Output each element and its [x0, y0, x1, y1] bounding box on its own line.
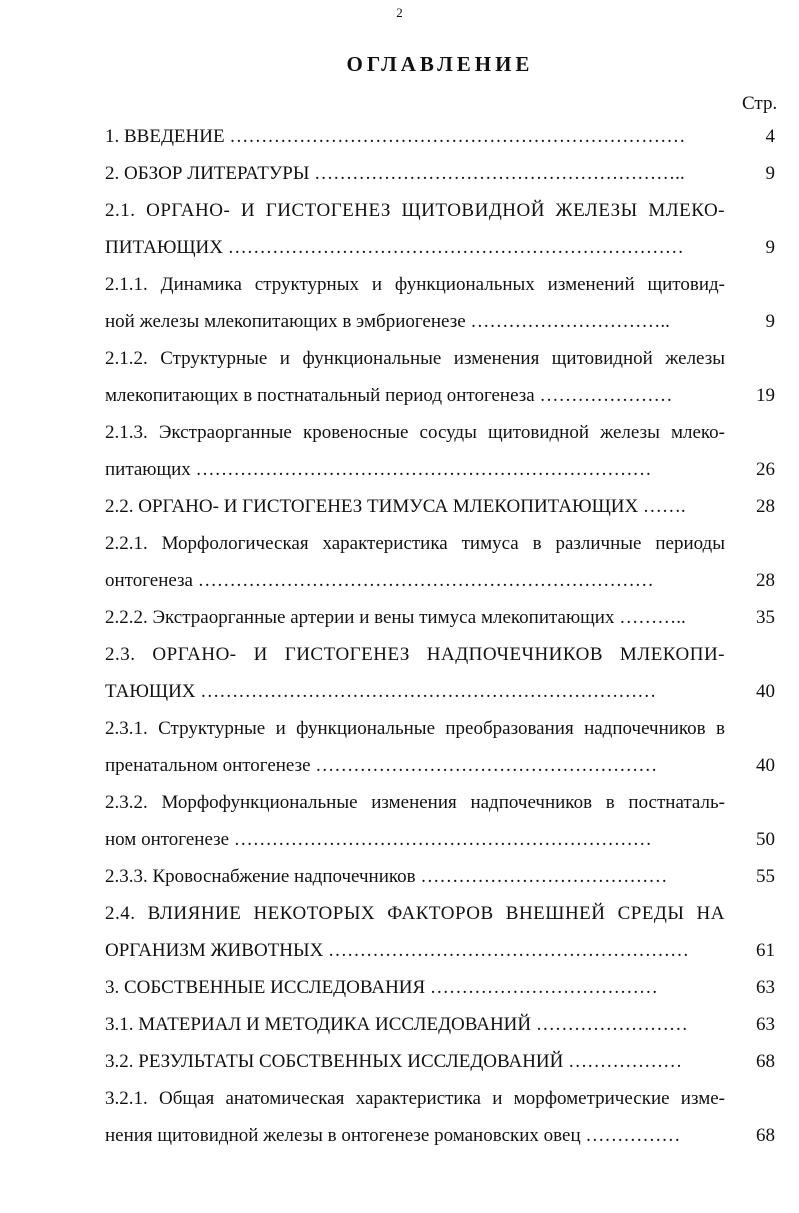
toc-entry	[105, 414, 775, 488]
toc-entry-text: 2. ОБЗОР ЛИТЕРАТУРЫ …………………………………………………..	[105, 163, 685, 184]
toc-page-number: 9	[765, 311, 775, 332]
toc-entry-text: 2.3. ОРГАНО- И ГИСТОГЕНЕЗ НАДПОЧЕЧНИКОВ МЛЕКОПИ-	[105, 644, 725, 665]
toc-entry-text: 2.1. ОРГАНО- И ГИСТОГЕНЕЗ ЩИТОВИДНОЙ ЖЕЛЕЗЫ МЛЕКО-	[105, 200, 725, 221]
toc-entry	[105, 784, 775, 858]
toc-entry	[105, 525, 775, 599]
toc-page-number: 50	[756, 829, 775, 850]
toc-page-number: 19	[756, 385, 775, 406]
toc-entry-text: ТАЮЩИХ ………………………………………………………………	[105, 681, 657, 702]
toc-entry-text: пренатальном онтогенезе ………………………………………………	[105, 755, 658, 776]
toc-entry	[105, 192, 775, 266]
toc-page-number: 26	[756, 459, 775, 480]
toc-entry	[105, 1006, 775, 1043]
toc-entry	[105, 895, 775, 969]
toc-entry-text: 2.2.2. Экстраорганные артерии и вены тимуса млекопитающих ………..	[105, 607, 686, 628]
toc-page-number: 61	[756, 940, 775, 961]
toc-entry	[105, 340, 775, 414]
toc-entry-text: 2.4. ВЛИЯНИЕ НЕКОТОРЫХ ФАКТОРОВ ВНЕШНЕЙ СРЕДЫ НА	[105, 903, 725, 924]
toc-entry	[105, 266, 775, 340]
toc-entry-text: 2.1.3. Экстраорганные кровеносные сосуды щитовидной железы млеко-	[105, 422, 725, 443]
toc-page-number: 63	[756, 977, 775, 998]
toc-entry-text: нения щитовидной железы в онтогенезе романовских овец ……………	[105, 1125, 681, 1146]
toc-entry-text: 2.2.1. Морфологическая характеристика тимуса в различные периоды	[105, 533, 725, 554]
table-of-contents	[105, 118, 775, 1154]
toc-entry-text: 3.2.1. Общая анатомическая характеристика и морфометрические изме-	[105, 1088, 725, 1109]
toc-entry-text: 2.3.3. Кровоснабжение надпочечников …………………………………	[105, 866, 668, 887]
toc-entry-text: 2.1.1. Динамика структурных и функциональных изменений щитовид-	[105, 274, 725, 295]
toc-entry-text: ОРГАНИЗМ ЖИВОТНЫХ …………………………………………………	[105, 940, 690, 961]
toc-entry-text: ном онтогенезе …………………………………………………………	[105, 829, 652, 850]
toc-entry-text: 2.2. ОРГАНО- И ГИСТОГЕНЕЗ ТИМУСА МЛЕКОПИТАЮЩИХ …….	[105, 496, 686, 517]
toc-page-number: 35	[756, 607, 775, 628]
toc-entry	[105, 710, 775, 784]
page-number: 2	[396, 5, 403, 20]
toc-page-number: 9	[765, 163, 775, 184]
toc-entry-text: ной железы млекопитающих в эмбриогенезе …………………………..	[105, 311, 670, 332]
toc-entry	[105, 488, 775, 525]
toc-entry-text: 2.3.2. Морфофункциональные изменения надпочечников в постнаталь-	[105, 792, 725, 813]
toc-page-number: 4	[765, 126, 775, 147]
toc-page-number: 28	[756, 570, 775, 591]
toc-entry	[105, 969, 775, 1006]
toc-page-number: 9	[765, 237, 775, 258]
toc-entry	[105, 1043, 775, 1080]
toc-entry-text: 3. СОБСТВЕННЫЕ ИССЛЕДОВАНИЯ ………………………………	[105, 977, 658, 998]
toc-entry-text: онтогенеза ………………………………………………………………	[105, 570, 654, 591]
toc-page-number: 28	[756, 496, 775, 517]
toc-page-number: 68	[756, 1051, 775, 1072]
page-column-label: Стр.	[742, 93, 778, 114]
toc-entry	[105, 1080, 775, 1154]
toc-entry-text: 2.3.1. Структурные и функциональные преобразования надпочечников в	[105, 718, 725, 739]
toc-entry	[105, 858, 775, 895]
toc-entry-text: ПИТАЮЩИХ ………………………………………………………………	[105, 237, 684, 258]
toc-entry	[105, 599, 775, 636]
toc-page-number: 68	[756, 1125, 775, 1146]
toc-entry	[105, 118, 775, 155]
toc-entry	[105, 636, 775, 710]
page-title: ОГЛАВЛЕНИЕ	[346, 52, 534, 76]
toc-entry	[105, 155, 775, 192]
toc-entry-text: 3.2. РЕЗУЛЬТАТЫ СОБСТВЕННЫХ ИССЛЕДОВАНИЙ ………………	[105, 1051, 683, 1072]
toc-entry-text: 3.1. МАТЕРИАЛ И МЕТОДИКА ИССЛЕДОВАНИЙ ……………………	[105, 1014, 688, 1035]
toc-page-number: 40	[756, 681, 775, 702]
toc-entry-text: питающих ………………………………………………………………	[105, 459, 652, 480]
toc-page-number: 55	[756, 866, 775, 887]
toc-page-number: 63	[756, 1014, 775, 1035]
toc-entry-text: 2.1.2. Структурные и функциональные изменения щитовидной железы	[105, 348, 725, 369]
toc-entry-text: 1. ВВЕДЕНИЕ ………………………………………………………………	[105, 126, 686, 147]
toc-entry-text: млекопитающих в постнатальный период онтогенеза …………………	[105, 385, 673, 406]
toc-page-number: 40	[756, 755, 775, 776]
